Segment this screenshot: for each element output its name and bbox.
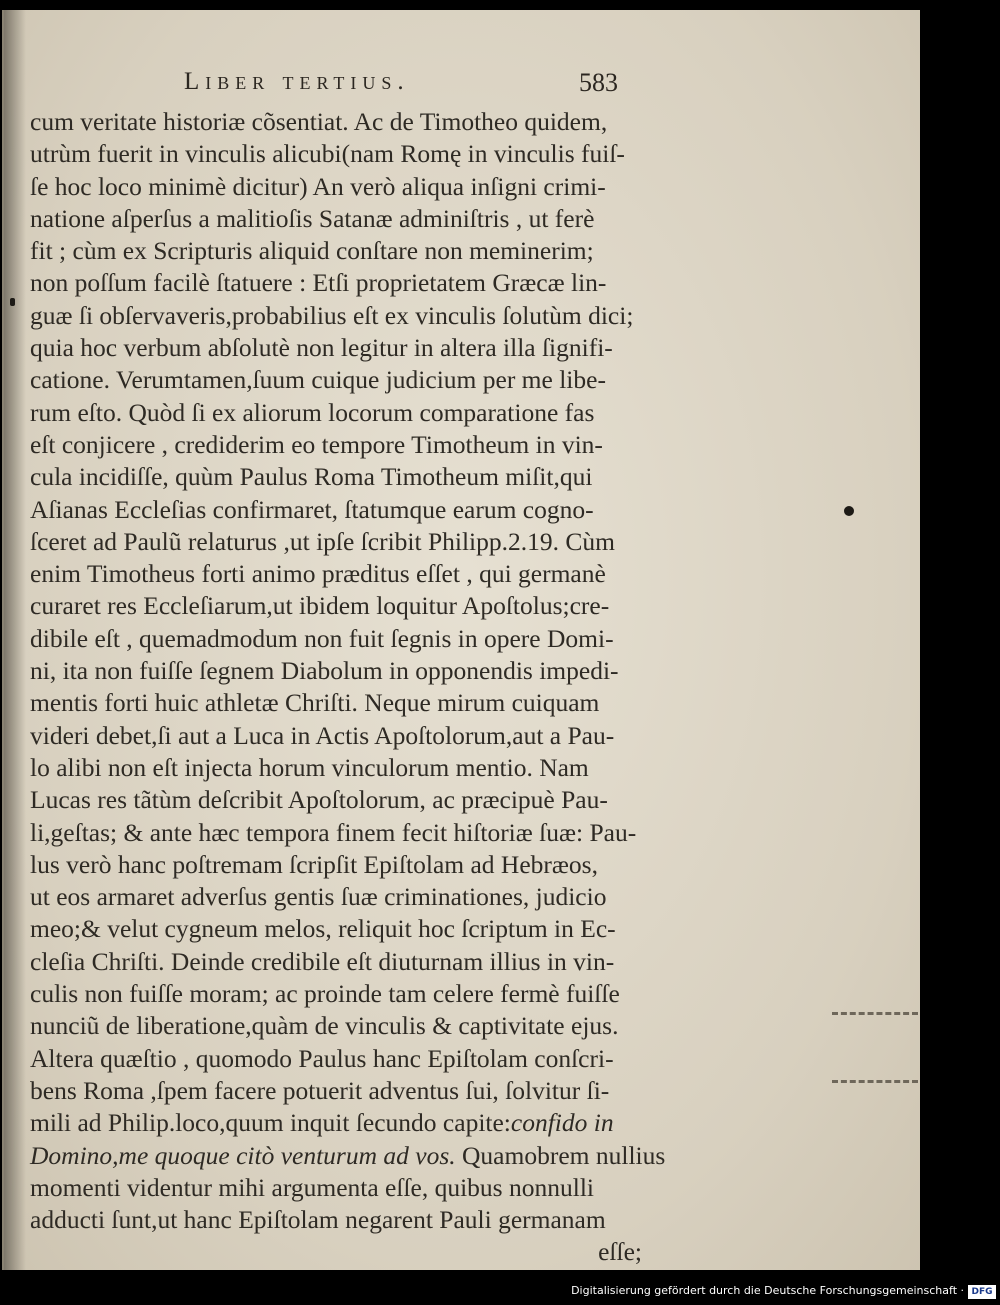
book-page (2, 10, 920, 1270)
text-line: ſe hoc loco minimè dicitur) An verò aliqua inſigni crimi- (30, 171, 606, 201)
text-line: fit ; cùm ex Scripturis aliquid conſtare non meminerim; (30, 236, 594, 266)
text-line: ſceret ad Paulũ relaturus ,ut ipſe ſcribit Philipp.2.19. Cùm (30, 526, 615, 556)
ink-spot (844, 506, 854, 516)
text-line: li,geſtas; & ante hæc tempora finem fecit hiſtoriæ ſuæ: Pau- (30, 817, 637, 847)
running-head: Liber tertius. (184, 68, 410, 95)
text-line: bens Roma ,ſpem facere potuerit adventus ſui, ſolvitur ſi- (30, 1075, 610, 1105)
text-line: ut eos armaret adverſus gentis ſuæ criminationes, judicio (30, 882, 607, 912)
text-line: cula incidiſſe, quùm Paulus Roma Timotheum miſit,qui (30, 462, 593, 492)
text-line: catione. Verumtamen,ſuum cuique judicium per me libe- (30, 365, 606, 395)
text-line: non poſſum facilè ſtatuere : Etſi proprietatem Græcæ lin- (30, 268, 607, 298)
text-line: quia hoc verbum abſolutè non legitur in altera illa ſignifi- (30, 333, 613, 363)
text-line-mixed (30, 1140, 670, 1172)
spine-shadow (4, 10, 26, 1270)
body-text (30, 106, 670, 1269)
text-line-mixed (30, 1107, 670, 1139)
dfg-logo: DFG (968, 1285, 996, 1299)
text-line: meo;& velut cygneum melos, reliquit hoc ſcriptum in Ec- (30, 914, 616, 944)
text-line: Altera quæſtio , quomodo Paulus hanc Epiſtolam conſcri- (30, 1043, 614, 1073)
dashed-stain (832, 1012, 918, 1015)
margin-mark (10, 298, 15, 306)
text-line: cum veritate historiæ cõsentiat. Ac de Timotheo quidem, (30, 107, 608, 136)
text-line: ni, ita non fuiſſe ſegnem Diabolum in opponendis impedi- (30, 656, 619, 686)
text-line: Lucas res tãtùm deſcribit Apoſtolorum, ac præcipuè Pau- (30, 785, 608, 815)
dashed-stain (832, 1080, 918, 1083)
text-line: utrùm fuerit in vinculis alicubi(nam Romę in vinculis fuiſ- (30, 139, 625, 169)
text-fragment: Quamobrem nullius (455, 1140, 666, 1170)
text-line: rum eſto. Quòd ſi ex aliorum locorum comparatione fas (30, 397, 595, 427)
text-line: natione aſperſus a malitioſis Satanæ adminiſtris , ut ferè (30, 203, 595, 233)
text-line: dibile eſt , quemadmodum non fuit ſegnis in opere Domi- (30, 623, 614, 653)
text-line: nunciũ de liberatione,quàm de vinculis & captivitate ejus. (30, 1011, 619, 1041)
page-number: 583 (579, 68, 618, 97)
text-line: lo alibi non eſt injecta horum vinculorum mentio. Nam (30, 752, 589, 782)
text-line: guæ ſi obſervaveris,probabilius eſt ex vinculis ſolutùm dici; (30, 300, 634, 330)
text-fragment: mili ad Philip.loco,quum inquit ſecundo capite: (30, 1108, 511, 1138)
text-line: cleſia Chriſti. Deinde credibile eſt diuturnam illius in vin- (30, 946, 615, 976)
text-line: eſt conjicere , crediderim eo tempore Timotheum in vin- (30, 429, 603, 459)
catchword: eſſe; (598, 1237, 642, 1267)
text-line: curaret res Eccleſiarum,ut ibidem loquitur Apoſtolus;cre- (30, 591, 610, 621)
text-line: momenti videntur mihi argumenta eſſe, quibus nonnulli (30, 1172, 594, 1202)
text-line: culis non fuiſſe moram; ac proinde tam celere fermè fuiſſe (30, 979, 620, 1009)
text-line: videri debet,ſi aut a Luca in Actis Apoſtolorum,aut a Pau- (30, 720, 615, 750)
digitization-credit: Digitalisierung gefördert durch die Deutsche Forschungsgemeinschaft · (571, 1284, 964, 1297)
text-line: lus verò hanc poſtremam ſcripſit Epiſtolam ad Hebræos, (30, 849, 598, 879)
text-line: mentis forti huic athletæ Chriſti. Neque mirum cuiquam (30, 688, 600, 718)
text-line: enim Timotheus forti animo præditus eſſet , qui germanè (30, 559, 606, 589)
text-line: adducti ſunt,ut hanc Epiſtolam negarent Pauli germanam (30, 1205, 606, 1235)
page-header (184, 68, 644, 104)
italic-quotation-start: confido in (510, 1108, 614, 1138)
italic-quotation-end: Domino,me quoque citò venturum ad vos. (30, 1140, 456, 1170)
text-line: Aſianas Eccleſias confirmaret, ſtatumque earum cogno- (30, 494, 594, 524)
